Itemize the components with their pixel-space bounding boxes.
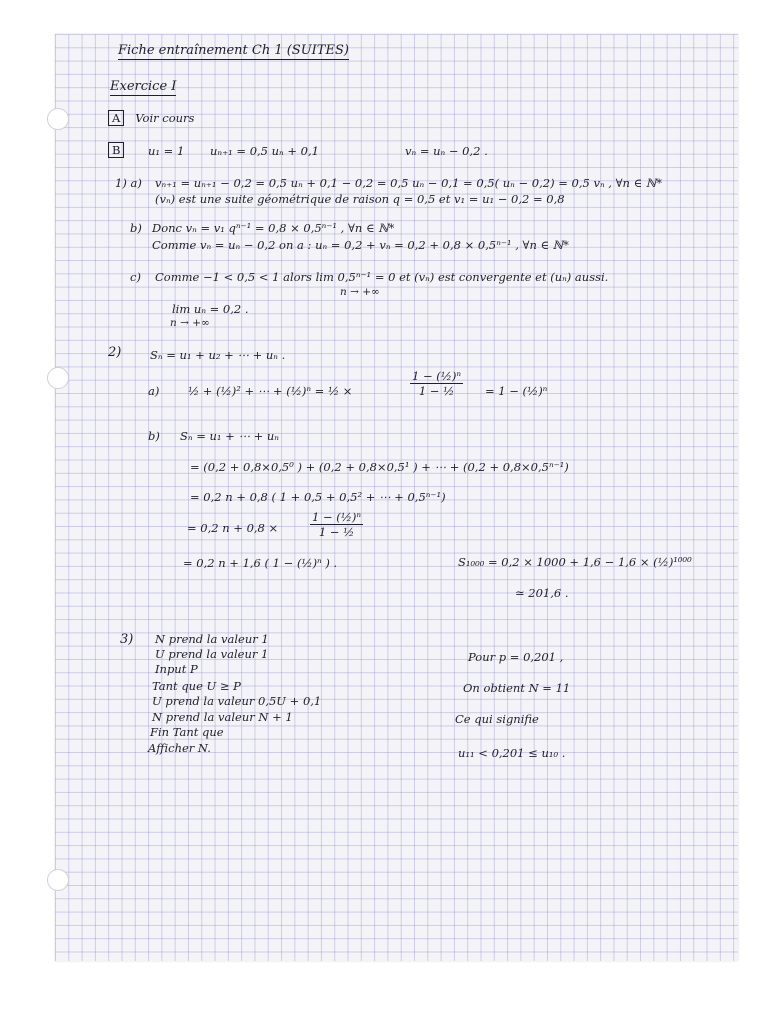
binder-hole-middle [47, 367, 69, 389]
part-a-text: Voir cours [135, 111, 195, 125]
q3-result-1: Pour p = 0,201 , [468, 650, 564, 664]
q2b-label: b) [148, 429, 160, 443]
algo-line-3: Input P [155, 662, 198, 676]
part-b-def-u1: u₁ = 1 [148, 144, 185, 158]
q1c-limit-subscript: n → +∞ [340, 286, 380, 298]
q1c-line-2: lim uₙ = 0,2 . [172, 302, 249, 316]
algo-line-6: N prend la valeur N + 1 [152, 710, 293, 724]
q2-sum-definition: Sₙ = u₁ + u₂ + ⋯ + uₙ . [150, 348, 286, 362]
algo-line-2: U prend la valeur 1 [155, 647, 269, 661]
q1b-line-2: Comme vₙ = uₙ − 0,2 on a : uₙ = 0,2 + vₙ = 0,2 + 0,8 × 0,5ⁿ⁻¹ , ∀n ∈ ℕ* [152, 238, 569, 252]
q3-number: 3) [120, 632, 134, 647]
q2b-line-1: Sₙ = u₁ + ⋯ + uₙ [180, 429, 279, 443]
part-b-label: B [108, 142, 124, 158]
q1a-number: 1) a) [115, 176, 142, 190]
part-a [108, 110, 194, 126]
part-b [108, 142, 124, 158]
s1000-value: S₁₀₀₀ = 0,2 × 1000 + 1,6 − 1,6 × (½)¹⁰⁰⁰ [458, 555, 692, 569]
part-b-def-vn: vₙ = uₙ − 0,2 . [405, 144, 488, 158]
q1b-line-1: Donc vₙ = v₁ qⁿ⁻¹ = 0,8 × 0,5ⁿ⁻¹ , ∀n ∈ ℕ* [152, 221, 395, 235]
q2-number: 2) [108, 345, 122, 360]
binder-hole-top [47, 108, 69, 130]
q2b-line-5: = 0,2 n + 1,6 ( 1 − (½)ⁿ ) . [183, 556, 338, 570]
q2a-right: = 1 − (½)ⁿ [485, 384, 548, 398]
page-title: Fiche entraînement Ch 1 (SUITES) [118, 43, 349, 58]
algo-line-7: Fin Tant que [150, 725, 224, 739]
q1a-line-1: vₙ₊₁ = uₙ₊₁ − 0,2 = 0,5 uₙ + 0,1 − 0,2 = 0,5 uₙ − 0,1 = 0,5( uₙ − 0,2) = 0,5 vₙ , ∀n ∈ ℕ* [155, 176, 663, 190]
q2a-label: a) [148, 384, 160, 398]
part-b-def-recurrence: uₙ₊₁ = 0,5 uₙ + 0,1 [210, 144, 319, 158]
q1c-number: c) [130, 270, 141, 284]
q3-result-3: Ce qui signifie [455, 712, 539, 726]
part-a-label: A [108, 110, 124, 126]
q3-result-4: u₁₁ < 0,201 ≤ u₁₀ . [458, 746, 566, 760]
q2b-fraction [310, 510, 363, 539]
algo-line-8: Afficher N. [148, 741, 211, 755]
q1b-number: b) [130, 221, 142, 235]
q2a-fraction [410, 369, 463, 398]
exercise-heading: Exercice I [110, 79, 177, 94]
q1c-limit-subscript-2: n → +∞ [170, 317, 210, 329]
algo-line-1: N prend la valeur 1 [155, 632, 269, 646]
q2a-left: ½ + (½)² + ⋯ + (½)ⁿ = ½ × [188, 384, 353, 398]
binder-hole-bottom [47, 869, 69, 891]
q2b-line-4-left: = 0,2 n + 0,8 × [187, 521, 279, 535]
q3-result-2: On obtient N = 11 [463, 681, 571, 695]
q2b-fraction-denominator: 1 − ½ [318, 525, 355, 539]
s1000-approximation: ≃ 201,6 . [515, 586, 569, 600]
q2b-line-3: = 0,2 n + 0,8 ( 1 + 0,5 + 0,5² + ⋯ + 0,5ⁿ⁻¹) [190, 490, 446, 504]
algo-line-4: Tant que U ≥ P [152, 679, 241, 693]
q2a-fraction-numerator: 1 − (½)ⁿ [412, 369, 462, 383]
algo-line-5: U prend la valeur 0,5U + 0,1 [152, 694, 322, 708]
q2b-line-2: = (0,2 + 0,8×0,5⁰ ) + (0,2 + 0,8×0,5¹ ) + ⋯ + (0,2 + 0,8×0,5ⁿ⁻¹) [190, 460, 569, 474]
q2b-fraction-numerator: 1 − (½)ⁿ [312, 510, 362, 524]
q1a-line-2: (vₙ) est une suite géométrique de raison q = 0,5 et v₁ = u₁ − 0,2 = 0,8 [155, 192, 565, 206]
q1c-line-1: Comme −1 < 0,5 < 1 alors lim 0,5ⁿ⁻¹ = 0 et (vₙ) est convergente et (uₙ) aussi. [155, 270, 609, 284]
q2a-fraction-denominator: 1 − ½ [418, 384, 455, 398]
